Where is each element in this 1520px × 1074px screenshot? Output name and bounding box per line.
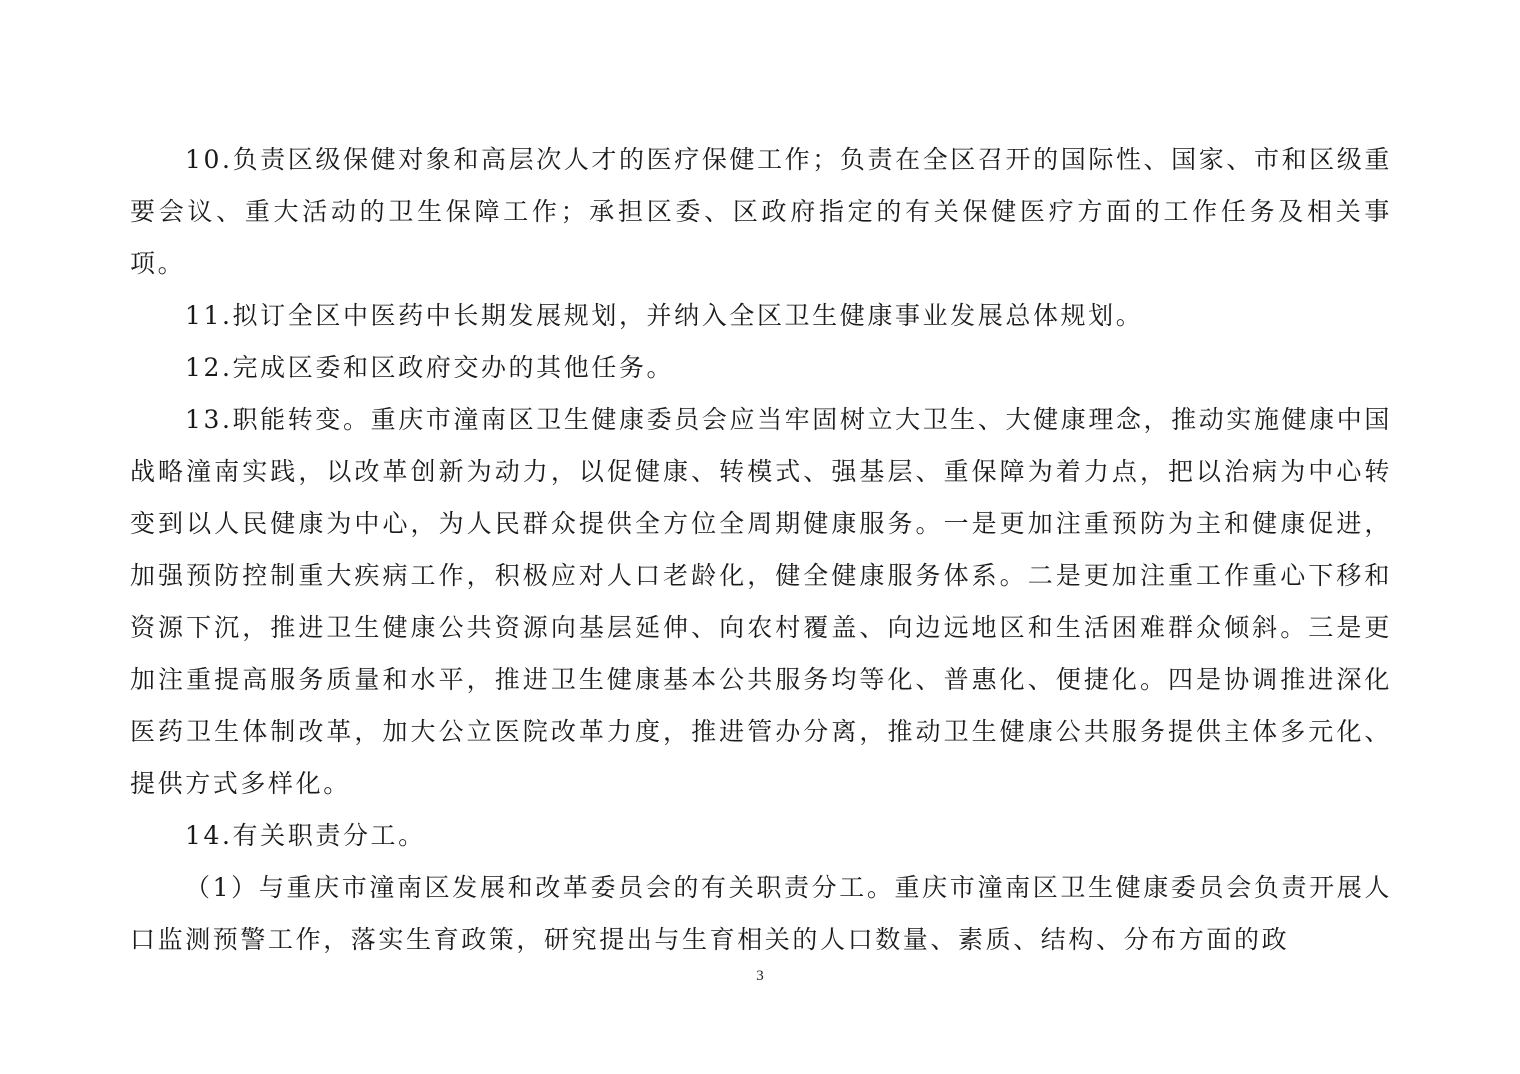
paragraph-item-11: 11.拟订全区中医药中长期发展规划，并纳入全区卫生健康事业发展总体规划。 <box>185 301 1144 330</box>
paragraph-item-12: 12.完成区委和区政府交办的其他任务。 <box>185 353 675 382</box>
paragraph-item-14-responsibility-division: 14.有关职责分工。 <box>185 821 426 850</box>
paragraph-item-13-function-transformation: 13.职能转变。重庆市潼南区卫生健康委员会应当牢固树立大卫生、大健康理念，推动实施健康中国战略潼南实践，以改革创新为动力，以促健康、转模式、强基层、重保障为着力点，把以治病为中心转变到以人民健康为中心，为人民群众提供全方位全周期健康服务。一是更加注重预防为主和健康促进，加强预防控制重大疾病工作，积极应对人口老龄化，健全健康服务体系。二是更加注重工作重心下移和资源下沉，推进卫生健康公共资源向基层延伸、向农村覆盖、向边远地区和生活困难群众倾斜。三是更加注重提高服务质量和水平，推进卫生健康基本公共服务均等化、普惠化、便捷化。四是协调推进深化医药卫生体制改革，加大公立医院改革力度，推进管办分离，推动卫生健康公共服务提供主体多元化、提供方式多样化。 <box>130 405 1392 798</box>
paragraph-item-10: 10.负责区级保健对象和高层次人才的医疗保健工作；负责在全区召开的国际性、国家、市和区级重要会议、重大活动的卫生保障工作；承担区委、区政府指定的有关保健医疗方面的工作任务及相关事项。 <box>130 145 1392 278</box>
page-number: 3 <box>756 968 764 984</box>
paragraph-subitem-1: （1）与重庆市潼南区发展和改革委员会的有关职责分工。重庆市潼南区卫生健康委员会负责开展人口监测预警工作，落实生育政策，研究提出与生育相关的人口数量、素质、结构、分布方面的政 <box>130 873 1392 954</box>
document-body <box>130 134 1392 966</box>
